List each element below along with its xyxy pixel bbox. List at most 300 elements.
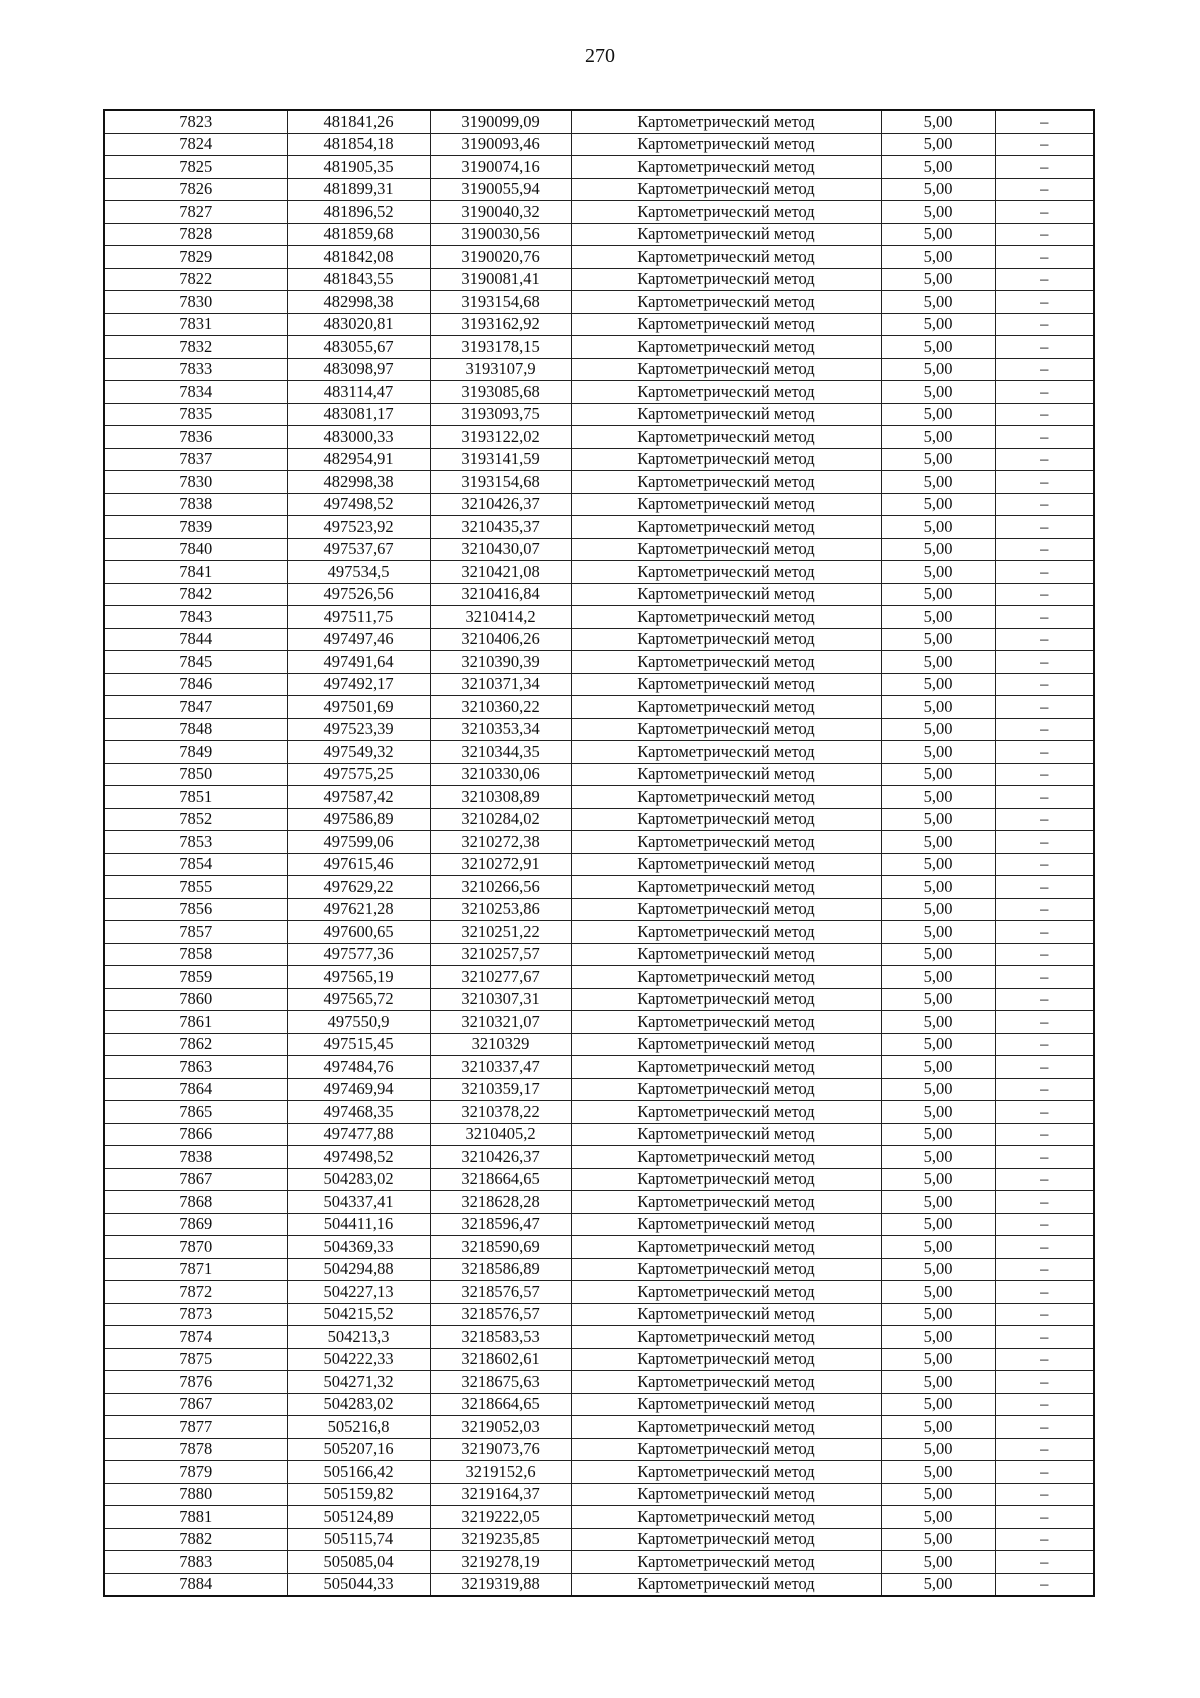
note-cell: –	[995, 1461, 1094, 1484]
note-cell: –	[995, 561, 1094, 584]
accuracy-cell: 5,00	[881, 831, 995, 854]
method-cell: Картометрический метод	[571, 1191, 881, 1214]
note-cell: –	[995, 831, 1094, 854]
y-coordinate-cell: 3210272,91	[430, 853, 571, 876]
note-cell: –	[995, 1078, 1094, 1101]
method-cell: Картометрический метод	[571, 291, 881, 314]
y-coordinate-cell: 3190030,56	[430, 223, 571, 246]
method-cell: Картометрический метод	[571, 943, 881, 966]
table-row	[104, 1506, 1094, 1529]
method-cell: Картометрический метод	[571, 268, 881, 291]
x-coordinate-cell: 482954,91	[287, 448, 430, 471]
method-cell: Картометрический метод	[571, 426, 881, 449]
table-row	[104, 246, 1094, 269]
note-cell: –	[995, 268, 1094, 291]
x-coordinate-cell: 497587,42	[287, 786, 430, 809]
x-coordinate-cell: 483055,67	[287, 336, 430, 359]
method-cell: Картометрический метод	[571, 831, 881, 854]
point-number-cell: 7875	[104, 1348, 287, 1371]
note-cell: –	[995, 1123, 1094, 1146]
accuracy-cell: 5,00	[881, 336, 995, 359]
y-coordinate-cell: 3210277,67	[430, 966, 571, 989]
y-coordinate-cell: 3210378,22	[430, 1101, 571, 1124]
accuracy-cell: 5,00	[881, 246, 995, 269]
method-cell: Картометрический метод	[571, 898, 881, 921]
table-row	[104, 493, 1094, 516]
accuracy-cell: 5,00	[881, 110, 995, 133]
y-coordinate-cell: 3210426,37	[430, 493, 571, 516]
note-cell: –	[995, 921, 1094, 944]
accuracy-cell: 5,00	[881, 943, 995, 966]
y-coordinate-cell: 3190081,41	[430, 268, 571, 291]
note-cell: –	[995, 156, 1094, 179]
table-row	[104, 1483, 1094, 1506]
x-coordinate-cell: 481905,35	[287, 156, 430, 179]
note-cell: –	[995, 1303, 1094, 1326]
y-coordinate-cell: 3193093,75	[430, 403, 571, 426]
table-row	[104, 1303, 1094, 1326]
x-coordinate-cell: 505207,16	[287, 1438, 430, 1461]
y-coordinate-cell: 3193178,15	[430, 336, 571, 359]
accuracy-cell: 5,00	[881, 313, 995, 336]
y-coordinate-cell: 3193141,59	[430, 448, 571, 471]
accuracy-cell: 5,00	[881, 561, 995, 584]
y-coordinate-cell: 3190074,16	[430, 156, 571, 179]
point-number-cell: 7867	[104, 1168, 287, 1191]
y-coordinate-cell: 3210426,37	[430, 1146, 571, 1169]
method-cell: Картометрический метод	[571, 493, 881, 516]
point-number-cell: 7880	[104, 1483, 287, 1506]
method-cell: Картометрический метод	[571, 988, 881, 1011]
method-cell: Картометрический метод	[571, 808, 881, 831]
point-number-cell: 7860	[104, 988, 287, 1011]
y-coordinate-cell: 3210390,39	[430, 651, 571, 674]
point-number-cell: 7870	[104, 1236, 287, 1259]
x-coordinate-cell: 504227,13	[287, 1281, 430, 1304]
point-number-cell: 7865	[104, 1101, 287, 1124]
y-coordinate-cell: 3219319,88	[430, 1573, 571, 1596]
accuracy-cell: 5,00	[881, 1506, 995, 1529]
accuracy-cell: 5,00	[881, 268, 995, 291]
point-number-cell: 7876	[104, 1371, 287, 1394]
accuracy-cell: 5,00	[881, 133, 995, 156]
table-row	[104, 1573, 1094, 1596]
accuracy-cell: 5,00	[881, 178, 995, 201]
note-cell: –	[995, 471, 1094, 494]
note-cell: –	[995, 673, 1094, 696]
accuracy-cell: 5,00	[881, 583, 995, 606]
note-cell: –	[995, 1213, 1094, 1236]
x-coordinate-cell: 505044,33	[287, 1573, 430, 1596]
table-row	[104, 831, 1094, 854]
accuracy-cell: 5,00	[881, 786, 995, 809]
accuracy-cell: 5,00	[881, 403, 995, 426]
accuracy-cell: 5,00	[881, 1371, 995, 1394]
accuracy-cell: 5,00	[881, 1483, 995, 1506]
accuracy-cell: 5,00	[881, 291, 995, 314]
accuracy-cell: 5,00	[881, 223, 995, 246]
note-cell: –	[995, 583, 1094, 606]
x-coordinate-cell: 497477,88	[287, 1123, 430, 1146]
point-number-cell: 7878	[104, 1438, 287, 1461]
y-coordinate-cell: 3218576,57	[430, 1303, 571, 1326]
point-number-cell: 7862	[104, 1033, 287, 1056]
x-coordinate-cell: 497523,39	[287, 718, 430, 741]
y-coordinate-cell: 3210359,17	[430, 1078, 571, 1101]
point-number-cell: 7826	[104, 178, 287, 201]
y-coordinate-cell: 3219222,05	[430, 1506, 571, 1529]
accuracy-cell: 5,00	[881, 1573, 995, 1596]
note-cell: –	[995, 1416, 1094, 1439]
table-row	[104, 1393, 1094, 1416]
accuracy-cell: 5,00	[881, 1461, 995, 1484]
method-cell: Картометрический метод	[571, 538, 881, 561]
accuracy-cell: 5,00	[881, 1528, 995, 1551]
accuracy-cell: 5,00	[881, 808, 995, 831]
method-cell: Картометрический метод	[571, 1483, 881, 1506]
table-row	[104, 201, 1094, 224]
note-cell: –	[995, 246, 1094, 269]
x-coordinate-cell: 497537,67	[287, 538, 430, 561]
point-number-cell: 7839	[104, 516, 287, 539]
point-number-cell: 7837	[104, 448, 287, 471]
point-number-cell: 7838	[104, 1146, 287, 1169]
accuracy-cell: 5,00	[881, 1438, 995, 1461]
table-row	[104, 628, 1094, 651]
method-cell: Картометрический метод	[571, 696, 881, 719]
point-number-cell: 7830	[104, 291, 287, 314]
x-coordinate-cell: 505124,89	[287, 1506, 430, 1529]
method-cell: Картометрический метод	[571, 381, 881, 404]
table-row	[104, 1213, 1094, 1236]
method-cell: Картометрический метод	[571, 1213, 881, 1236]
note-cell: –	[995, 988, 1094, 1011]
point-number-cell: 7869	[104, 1213, 287, 1236]
method-cell: Картометрический метод	[571, 1146, 881, 1169]
accuracy-cell: 5,00	[881, 1236, 995, 1259]
note-cell: –	[995, 966, 1094, 989]
method-cell: Картометрический метод	[571, 1393, 881, 1416]
note-cell: –	[995, 1551, 1094, 1574]
method-cell: Картометрический метод	[571, 358, 881, 381]
x-coordinate-cell: 483098,97	[287, 358, 430, 381]
note-cell: –	[995, 178, 1094, 201]
point-number-cell: 7847	[104, 696, 287, 719]
note-cell: –	[995, 1101, 1094, 1124]
note-cell: –	[995, 1348, 1094, 1371]
table-row	[104, 291, 1094, 314]
note-cell: –	[995, 291, 1094, 314]
table-row	[104, 381, 1094, 404]
y-coordinate-cell: 3210330,06	[430, 763, 571, 786]
note-cell: –	[995, 1191, 1094, 1214]
note-cell: –	[995, 943, 1094, 966]
x-coordinate-cell: 497497,46	[287, 628, 430, 651]
method-cell: Картометрический метод	[571, 1506, 881, 1529]
x-coordinate-cell: 505159,82	[287, 1483, 430, 1506]
method-cell: Картометрический метод	[571, 1168, 881, 1191]
note-cell: –	[995, 763, 1094, 786]
accuracy-cell: 5,00	[881, 606, 995, 629]
accuracy-cell: 5,00	[881, 516, 995, 539]
y-coordinate-cell: 3210266,56	[430, 876, 571, 899]
table-row	[104, 1191, 1094, 1214]
note-cell: –	[995, 448, 1094, 471]
y-coordinate-cell: 3210371,34	[430, 673, 571, 696]
x-coordinate-cell: 481841,26	[287, 110, 430, 133]
accuracy-cell: 5,00	[881, 538, 995, 561]
method-cell: Картометрический метод	[571, 1236, 881, 1259]
accuracy-cell: 5,00	[881, 201, 995, 224]
method-cell: Картометрический метод	[571, 1033, 881, 1056]
note-cell: –	[995, 1236, 1094, 1259]
note-cell: –	[995, 1258, 1094, 1281]
accuracy-cell: 5,00	[881, 921, 995, 944]
note-cell: –	[995, 876, 1094, 899]
accuracy-cell: 5,00	[881, 718, 995, 741]
table-row	[104, 1236, 1094, 1259]
note-cell: –	[995, 808, 1094, 831]
x-coordinate-cell: 497600,65	[287, 921, 430, 944]
x-coordinate-cell: 504215,52	[287, 1303, 430, 1326]
table-row	[104, 133, 1094, 156]
y-coordinate-cell: 3193085,68	[430, 381, 571, 404]
x-coordinate-cell: 497491,64	[287, 651, 430, 674]
method-cell: Картометрический метод	[571, 1326, 881, 1349]
x-coordinate-cell: 504213,3	[287, 1326, 430, 1349]
y-coordinate-cell: 3210430,07	[430, 538, 571, 561]
table-row	[104, 606, 1094, 629]
method-cell: Картометрический метод	[571, 201, 881, 224]
y-coordinate-cell: 3210272,38	[430, 831, 571, 854]
y-coordinate-cell: 3190040,32	[430, 201, 571, 224]
x-coordinate-cell: 504369,33	[287, 1236, 430, 1259]
table-row	[104, 898, 1094, 921]
point-number-cell: 7852	[104, 808, 287, 831]
y-coordinate-cell: 3210337,47	[430, 1056, 571, 1079]
y-coordinate-cell: 3210251,22	[430, 921, 571, 944]
accuracy-cell: 5,00	[881, 493, 995, 516]
point-number-cell: 7831	[104, 313, 287, 336]
method-cell: Картометрический метод	[571, 1078, 881, 1101]
point-number-cell: 7845	[104, 651, 287, 674]
y-coordinate-cell: 3210321,07	[430, 1011, 571, 1034]
method-cell: Картометрический метод	[571, 651, 881, 674]
note-cell: –	[995, 1371, 1094, 1394]
point-number-cell: 7857	[104, 921, 287, 944]
accuracy-cell: 5,00	[881, 1168, 995, 1191]
x-coordinate-cell: 497515,45	[287, 1033, 430, 1056]
point-number-cell: 7863	[104, 1056, 287, 1079]
table-row	[104, 921, 1094, 944]
accuracy-cell: 5,00	[881, 1056, 995, 1079]
method-cell: Картометрический метод	[571, 741, 881, 764]
method-cell: Картометрический метод	[571, 223, 881, 246]
table-row	[104, 1168, 1094, 1191]
method-cell: Картометрический метод	[571, 133, 881, 156]
point-number-cell: 7844	[104, 628, 287, 651]
table-row	[104, 786, 1094, 809]
y-coordinate-cell: 3218602,61	[430, 1348, 571, 1371]
table-row	[104, 1078, 1094, 1101]
x-coordinate-cell: 497511,75	[287, 606, 430, 629]
accuracy-cell: 5,00	[881, 673, 995, 696]
point-number-cell: 7849	[104, 741, 287, 764]
y-coordinate-cell: 3190055,94	[430, 178, 571, 201]
x-coordinate-cell: 481842,08	[287, 246, 430, 269]
y-coordinate-cell: 3210284,02	[430, 808, 571, 831]
note-cell: –	[995, 516, 1094, 539]
y-coordinate-cell: 3218596,47	[430, 1213, 571, 1236]
note-cell: –	[995, 1528, 1094, 1551]
y-coordinate-cell: 3193122,02	[430, 426, 571, 449]
x-coordinate-cell: 482998,38	[287, 471, 430, 494]
method-cell: Картометрический метод	[571, 403, 881, 426]
accuracy-cell: 5,00	[881, 1416, 995, 1439]
y-coordinate-cell: 3219073,76	[430, 1438, 571, 1461]
note-cell: –	[995, 1281, 1094, 1304]
table-row	[104, 988, 1094, 1011]
point-number-cell: 7883	[104, 1551, 287, 1574]
note-cell: –	[995, 493, 1094, 516]
point-number-cell: 7832	[104, 336, 287, 359]
method-cell: Картометрический метод	[571, 471, 881, 494]
method-cell: Картометрический метод	[571, 1573, 881, 1596]
x-coordinate-cell: 481854,18	[287, 133, 430, 156]
y-coordinate-cell: 3218586,89	[430, 1258, 571, 1281]
x-coordinate-cell: 504411,16	[287, 1213, 430, 1236]
accuracy-cell: 5,00	[881, 651, 995, 674]
accuracy-cell: 5,00	[881, 966, 995, 989]
accuracy-cell: 5,00	[881, 1303, 995, 1326]
accuracy-cell: 5,00	[881, 853, 995, 876]
table-row	[104, 561, 1094, 584]
method-cell: Картометрический метод	[571, 1123, 881, 1146]
y-coordinate-cell: 3210307,31	[430, 988, 571, 1011]
accuracy-cell: 5,00	[881, 381, 995, 404]
y-coordinate-cell: 3210353,34	[430, 718, 571, 741]
coordinates-table	[103, 109, 1095, 1597]
table-row	[104, 1281, 1094, 1304]
method-cell: Картометрический метод	[571, 786, 881, 809]
y-coordinate-cell: 3219235,85	[430, 1528, 571, 1551]
accuracy-cell: 5,00	[881, 358, 995, 381]
point-number-cell: 7822	[104, 268, 287, 291]
y-coordinate-cell: 3210435,37	[430, 516, 571, 539]
method-cell: Картометрический метод	[571, 1461, 881, 1484]
x-coordinate-cell: 505115,74	[287, 1528, 430, 1551]
point-number-cell: 7846	[104, 673, 287, 696]
point-number-cell: 7859	[104, 966, 287, 989]
table-row	[104, 358, 1094, 381]
x-coordinate-cell: 481896,52	[287, 201, 430, 224]
method-cell: Картометрический метод	[571, 1303, 881, 1326]
table-row	[104, 1011, 1094, 1034]
x-coordinate-cell: 497575,25	[287, 763, 430, 786]
x-coordinate-cell: 504271,32	[287, 1371, 430, 1394]
accuracy-cell: 5,00	[881, 763, 995, 786]
point-number-cell: 7873	[104, 1303, 287, 1326]
point-number-cell: 7879	[104, 1461, 287, 1484]
method-cell: Картометрический метод	[571, 110, 881, 133]
accuracy-cell: 5,00	[881, 1078, 995, 1101]
point-number-cell: 7823	[104, 110, 287, 133]
y-coordinate-cell: 3218576,57	[430, 1281, 571, 1304]
note-cell: –	[995, 1146, 1094, 1169]
y-coordinate-cell: 3210308,89	[430, 786, 571, 809]
table-row	[104, 696, 1094, 719]
accuracy-cell: 5,00	[881, 426, 995, 449]
table-row	[104, 1123, 1094, 1146]
method-cell: Картометрический метод	[571, 673, 881, 696]
note-cell: –	[995, 381, 1094, 404]
table-row	[104, 448, 1094, 471]
point-number-cell: 7830	[104, 471, 287, 494]
note-cell: –	[995, 110, 1094, 133]
x-coordinate-cell: 504283,02	[287, 1168, 430, 1191]
accuracy-cell: 5,00	[881, 1326, 995, 1349]
note-cell: –	[995, 628, 1094, 651]
x-coordinate-cell: 504283,02	[287, 1393, 430, 1416]
method-cell: Картометрический метод	[571, 1551, 881, 1574]
point-number-cell: 7838	[104, 493, 287, 516]
x-coordinate-cell: 483081,17	[287, 403, 430, 426]
table-row	[104, 943, 1094, 966]
accuracy-cell: 5,00	[881, 1213, 995, 1236]
point-number-cell: 7858	[104, 943, 287, 966]
table-row	[104, 808, 1094, 831]
x-coordinate-cell: 497615,46	[287, 853, 430, 876]
accuracy-cell: 5,00	[881, 448, 995, 471]
table-row	[104, 876, 1094, 899]
point-number-cell: 7848	[104, 718, 287, 741]
method-cell: Картометрический метод	[571, 876, 881, 899]
method-cell: Картометрический метод	[571, 606, 881, 629]
table-row	[104, 110, 1094, 133]
table-row	[104, 1033, 1094, 1056]
table-row	[104, 1258, 1094, 1281]
table-row	[104, 1438, 1094, 1461]
note-cell: –	[995, 696, 1094, 719]
point-number-cell: 7877	[104, 1416, 287, 1439]
accuracy-cell: 5,00	[881, 1393, 995, 1416]
method-cell: Картометрический метод	[571, 178, 881, 201]
point-number-cell: 7834	[104, 381, 287, 404]
point-number-cell: 7855	[104, 876, 287, 899]
point-number-cell: 7882	[104, 1528, 287, 1551]
y-coordinate-cell: 3193154,68	[430, 291, 571, 314]
point-number-cell: 7842	[104, 583, 287, 606]
point-number-cell: 7864	[104, 1078, 287, 1101]
accuracy-cell: 5,00	[881, 471, 995, 494]
method-cell: Картометрический метод	[571, 1528, 881, 1551]
table-row	[104, 1101, 1094, 1124]
note-cell: –	[995, 1011, 1094, 1034]
x-coordinate-cell: 482998,38	[287, 291, 430, 314]
y-coordinate-cell: 3210253,86	[430, 898, 571, 921]
method-cell: Картометрический метод	[571, 313, 881, 336]
note-cell: –	[995, 786, 1094, 809]
y-coordinate-cell: 3193107,9	[430, 358, 571, 381]
point-number-cell: 7867	[104, 1393, 287, 1416]
page-number: 270	[585, 45, 615, 67]
x-coordinate-cell: 497484,76	[287, 1056, 430, 1079]
x-coordinate-cell: 497526,56	[287, 583, 430, 606]
accuracy-cell: 5,00	[881, 1033, 995, 1056]
x-coordinate-cell: 505216,8	[287, 1416, 430, 1439]
accuracy-cell: 5,00	[881, 628, 995, 651]
table-row	[104, 516, 1094, 539]
